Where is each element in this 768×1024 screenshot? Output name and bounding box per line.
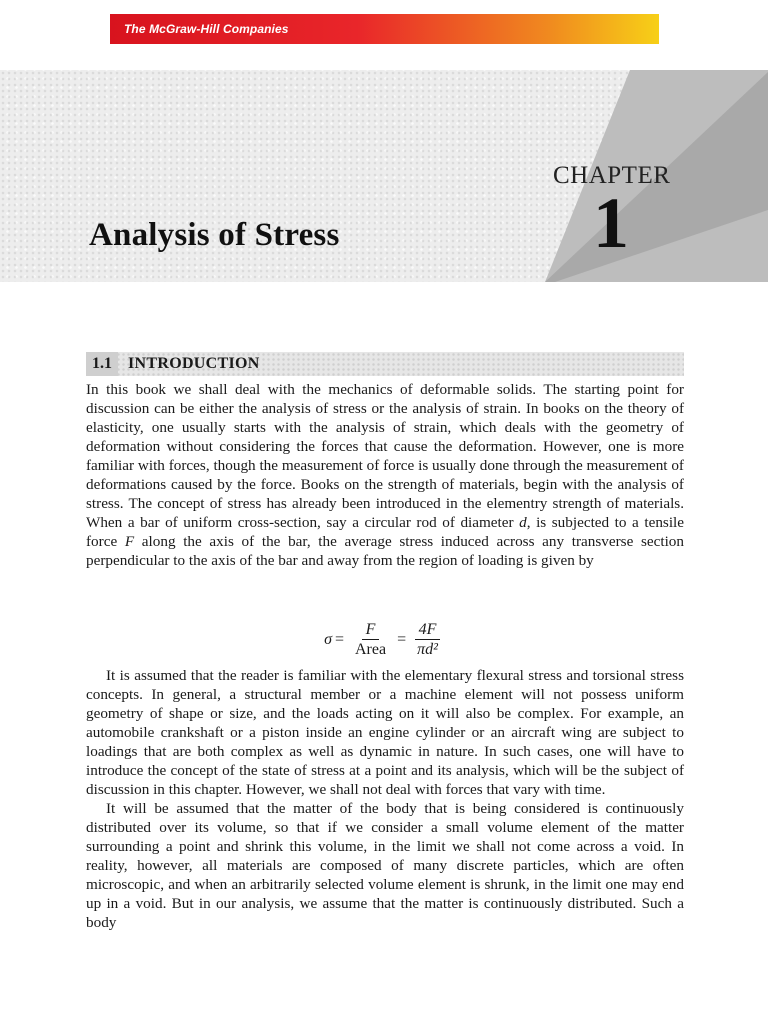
intro-symbol-d: d: [519, 514, 527, 531]
paragraph-2: It is assumed that the reader is familiar with the elementary flexural stress and torsional stress concepts. In general, a structural member or a machine element will not possess uniform geometry of shape or size, and the loads acting on it will also be complex. For example, an automobile crankshaft or a piston inside an engine cylinder or an aircraft wing are subject to loadings that are both complex as well as dynamic in nature. In such cases, one will have to introduce the concept of the state of stress at a point and its analysis, which will be the subject of discussion in this chapter. However, we shall not deal with forces that vary with time.: [86, 667, 684, 798]
equation-fraction-2: [413, 621, 442, 660]
stress-equation: [86, 619, 684, 661]
equation-equals-2: =: [397, 631, 407, 648]
equation-denominator-1: Area: [354, 640, 387, 658]
intro-paragraph-block: [86, 380, 684, 570]
intro-paragraph: [86, 380, 684, 570]
paragraph-3: It will be assumed that the matter of the body that is being considered is continuously distributed over its volume, so that if we consider a small volume element of the matter surrounding a point and shrink this volume, in the limit we shall not come across a void. In reality, however, all materials are composed of many discrete particles, which are often microscopic, and when an arbitrarily selected volume element is shrunk, in the limit one may end up in a void. But in our analysis, we assume that the matter is continuously distributed. Such a body: [86, 800, 684, 931]
chapter-title: Analysis of Stress: [89, 217, 340, 253]
intro-text-mid: , is subjected to a tensile force: [86, 514, 684, 550]
chapter-number: 1: [593, 183, 629, 263]
equation-denominator-2: πd²: [417, 640, 438, 658]
intro-text-end: along the axis of the bar, the average stress induced across any transverse section perpendicular to the axis of the bar and away from the region of loading is given by: [86, 533, 684, 569]
section-number: 1.1: [86, 352, 118, 376]
intro-symbol-f: F: [124, 533, 135, 550]
publisher-name: The McGraw-Hill Companies: [124, 22, 289, 36]
equation-numerator-1: F: [362, 621, 380, 640]
body-paragraphs: [86, 666, 684, 932]
intro-text-start: In this book we shall deal with the mechanics of deformable solids. The starting point for discussion can be either the analysis of stress or the analysis of strain. In books on the theory of elasticity, one usually starts with the analysis of strain, which deals with the geometry of deformation without considering the forces that cause the deformation. However, one is more familiar with forces, though the measurement of force is usually done through the measurement of deformations caused by the force. Books on the strength of materials, begin with the analysis of stress. The concept of stress has already been introduced in the elementry strength of materials. When a bar of uniform cross-section, say a circular rod of diameter: [86, 381, 684, 531]
publisher-bar: [110, 14, 659, 44]
chapter-label: CHAPTER: [553, 162, 671, 189]
section-title: INTRODUCTION: [128, 355, 260, 372]
equation-numerator-2: 4F: [415, 621, 441, 640]
equation-fraction-1: [351, 621, 390, 660]
section-heading: [86, 352, 684, 376]
equation-sigma: σ: [324, 631, 332, 648]
equation-equals-1: =: [334, 631, 344, 648]
